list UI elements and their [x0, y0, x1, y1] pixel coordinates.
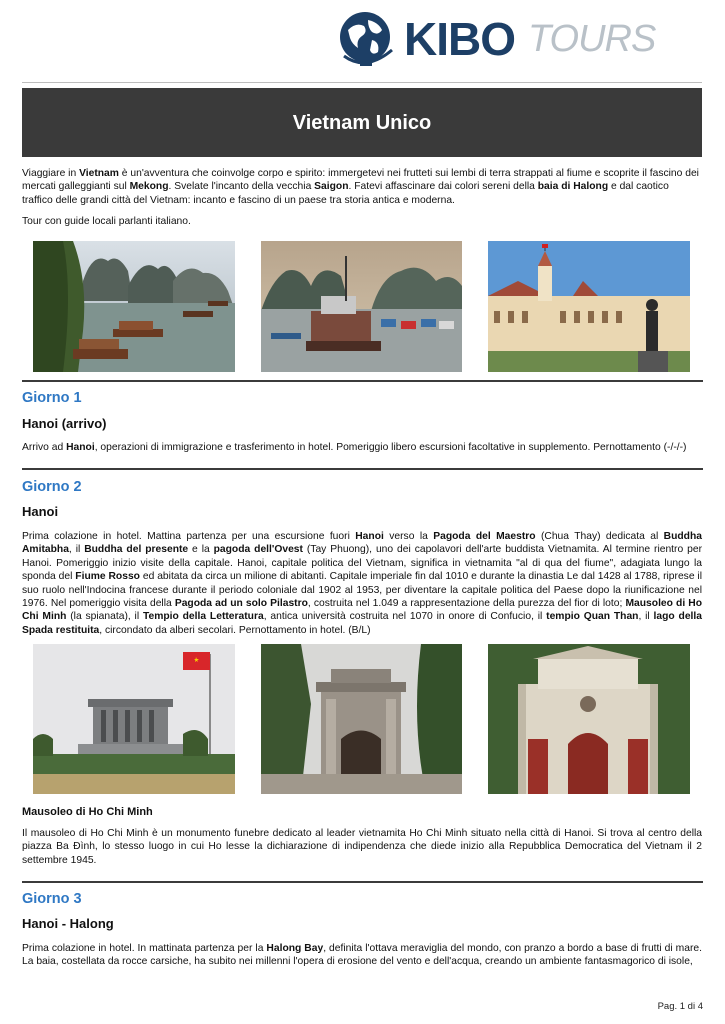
title-banner: [22, 88, 702, 157]
day-1-title: Hanoi (arrivo): [22, 416, 107, 431]
day-3-heading: Giorno 3: [22, 891, 82, 907]
header-divider: [22, 82, 702, 83]
photo-ho-chi-minh-mausoleum: [33, 644, 235, 794]
day-3-description: Prima colazione in hotel. In mattinata partenza per la Halong Bay, definita l'ottava meraviglia del mondo, con pranzo a bordo a base di frutti di mare. La baia, costellata da rocce carsiche, ha subito nei millenni l'opera di erosione del vento e dell'acqua, creando un ambiente fantasmagorico di isole,: [22, 943, 702, 968]
section-divider: [22, 468, 703, 470]
photo-temple-of-literature-gate: [261, 644, 462, 794]
mausoleum-description: Il mausoleo di Ho Chi Minh è un monumento funebre dedicato al leader vietnamita Ho Chi Minh situato nella città di Hanoi. Si trova al centro della piazza Ba Đình, lo stesso luogo in cui Ho lesse la dichiarazione di indipendenza che diede inizio alla Repubblica Democratica del Vietnam il 2 settembre 1945.: [22, 828, 702, 866]
company-logo: [338, 10, 656, 78]
photo-halong-harbor-boats: [261, 241, 462, 372]
logo-wordmark: KIBO: [404, 13, 515, 65]
day-3-title: Hanoi - Halong: [22, 916, 114, 931]
intro-note: Tour con guide locali parlanti italiano.: [22, 216, 191, 227]
day-1-heading: Giorno 1: [22, 390, 82, 406]
page-number: Pag. 1 di 4: [657, 1001, 703, 1012]
day-2-heading: Giorno 2: [22, 479, 82, 495]
photo-saigon-city-hall: [488, 241, 690, 372]
photo-halong-bay-junks: [33, 241, 235, 372]
section-divider: [22, 380, 703, 382]
day-2-title: Hanoi: [22, 504, 59, 519]
day-2-description: Prima colazione in hotel. Mattina partenza per una escursione fuori Hanoi verso la Pagoda del Maestro (Chua Thay) dedicata al Buddha Amitabha, il Buddha del presente e la pagoda dell'Ovest (Tay Phuong), uno dei capolavori dell'arte buddista Vietnamita. Al termine rientro per Hanoi. Pomeriggio inizio visite della capitale. Hanoi, capitale politica del Vietnam, significa in vietnamita "al di qua del fiume", adagiata lungo la sponda del Fiume Rosso ed abitata da circa un milione di abitanti. Capitale imperiale fin dal 1010 e durante la dinastia Le dal 1428 al 1788, riprese il suo ruolo nell'Indocina francese durante il periodo coloniale dal 1902 al 1953, per diventare la capitale politica del Paese dopo la riunificazione nel 1976. Nel pomeriggio visita della Pagoda ad un solo Pilastro, costruita nel 1.049 a rappresentazione della purezza del fior di loto; Mausoleo di Ho Chi Minh (la spianata), il Tempio della Letteratura, antica università costruita nel 1070 in onore di Confucio, il tempio Quan Than, il lago della Spada restituita, circondato da alberi secolari. Pernottamento in hotel. (B/L): [22, 531, 703, 636]
logo-suffix: TOURS: [528, 18, 656, 60]
intro-paragraph: Viaggiare in Vietnam è un'avventura che coinvolge corpo e spirito: immergetevi nei frutteti sui lembi di terra strappati al fiume e scoprite il fascino dei mercati galleggianti sul Mekong. Svelate l'incanto della vecchia Saigon. Fatevi affascinare dai colori sereni della baia di Halong e dal caotico traffico delle grandi città del Vietnam: incanto e fascino di un paese tra storia antica e moderna.: [22, 168, 699, 206]
day-1-description: Arrivo ad Hanoi, operazioni di immigrazione e trasferimento in hotel. Pomeriggio libero escursioni facoltative in supplemento. Pernottamento (-/-/-): [22, 442, 687, 453]
section-divider: [22, 881, 703, 883]
page-title: Vietnam Unico: [292, 112, 432, 134]
photo-quan-than-temple-gate: [488, 644, 690, 794]
mausoleum-caption: Mausoleo di Ho Chi Minh: [22, 806, 153, 818]
globe-icon: [338, 10, 396, 72]
